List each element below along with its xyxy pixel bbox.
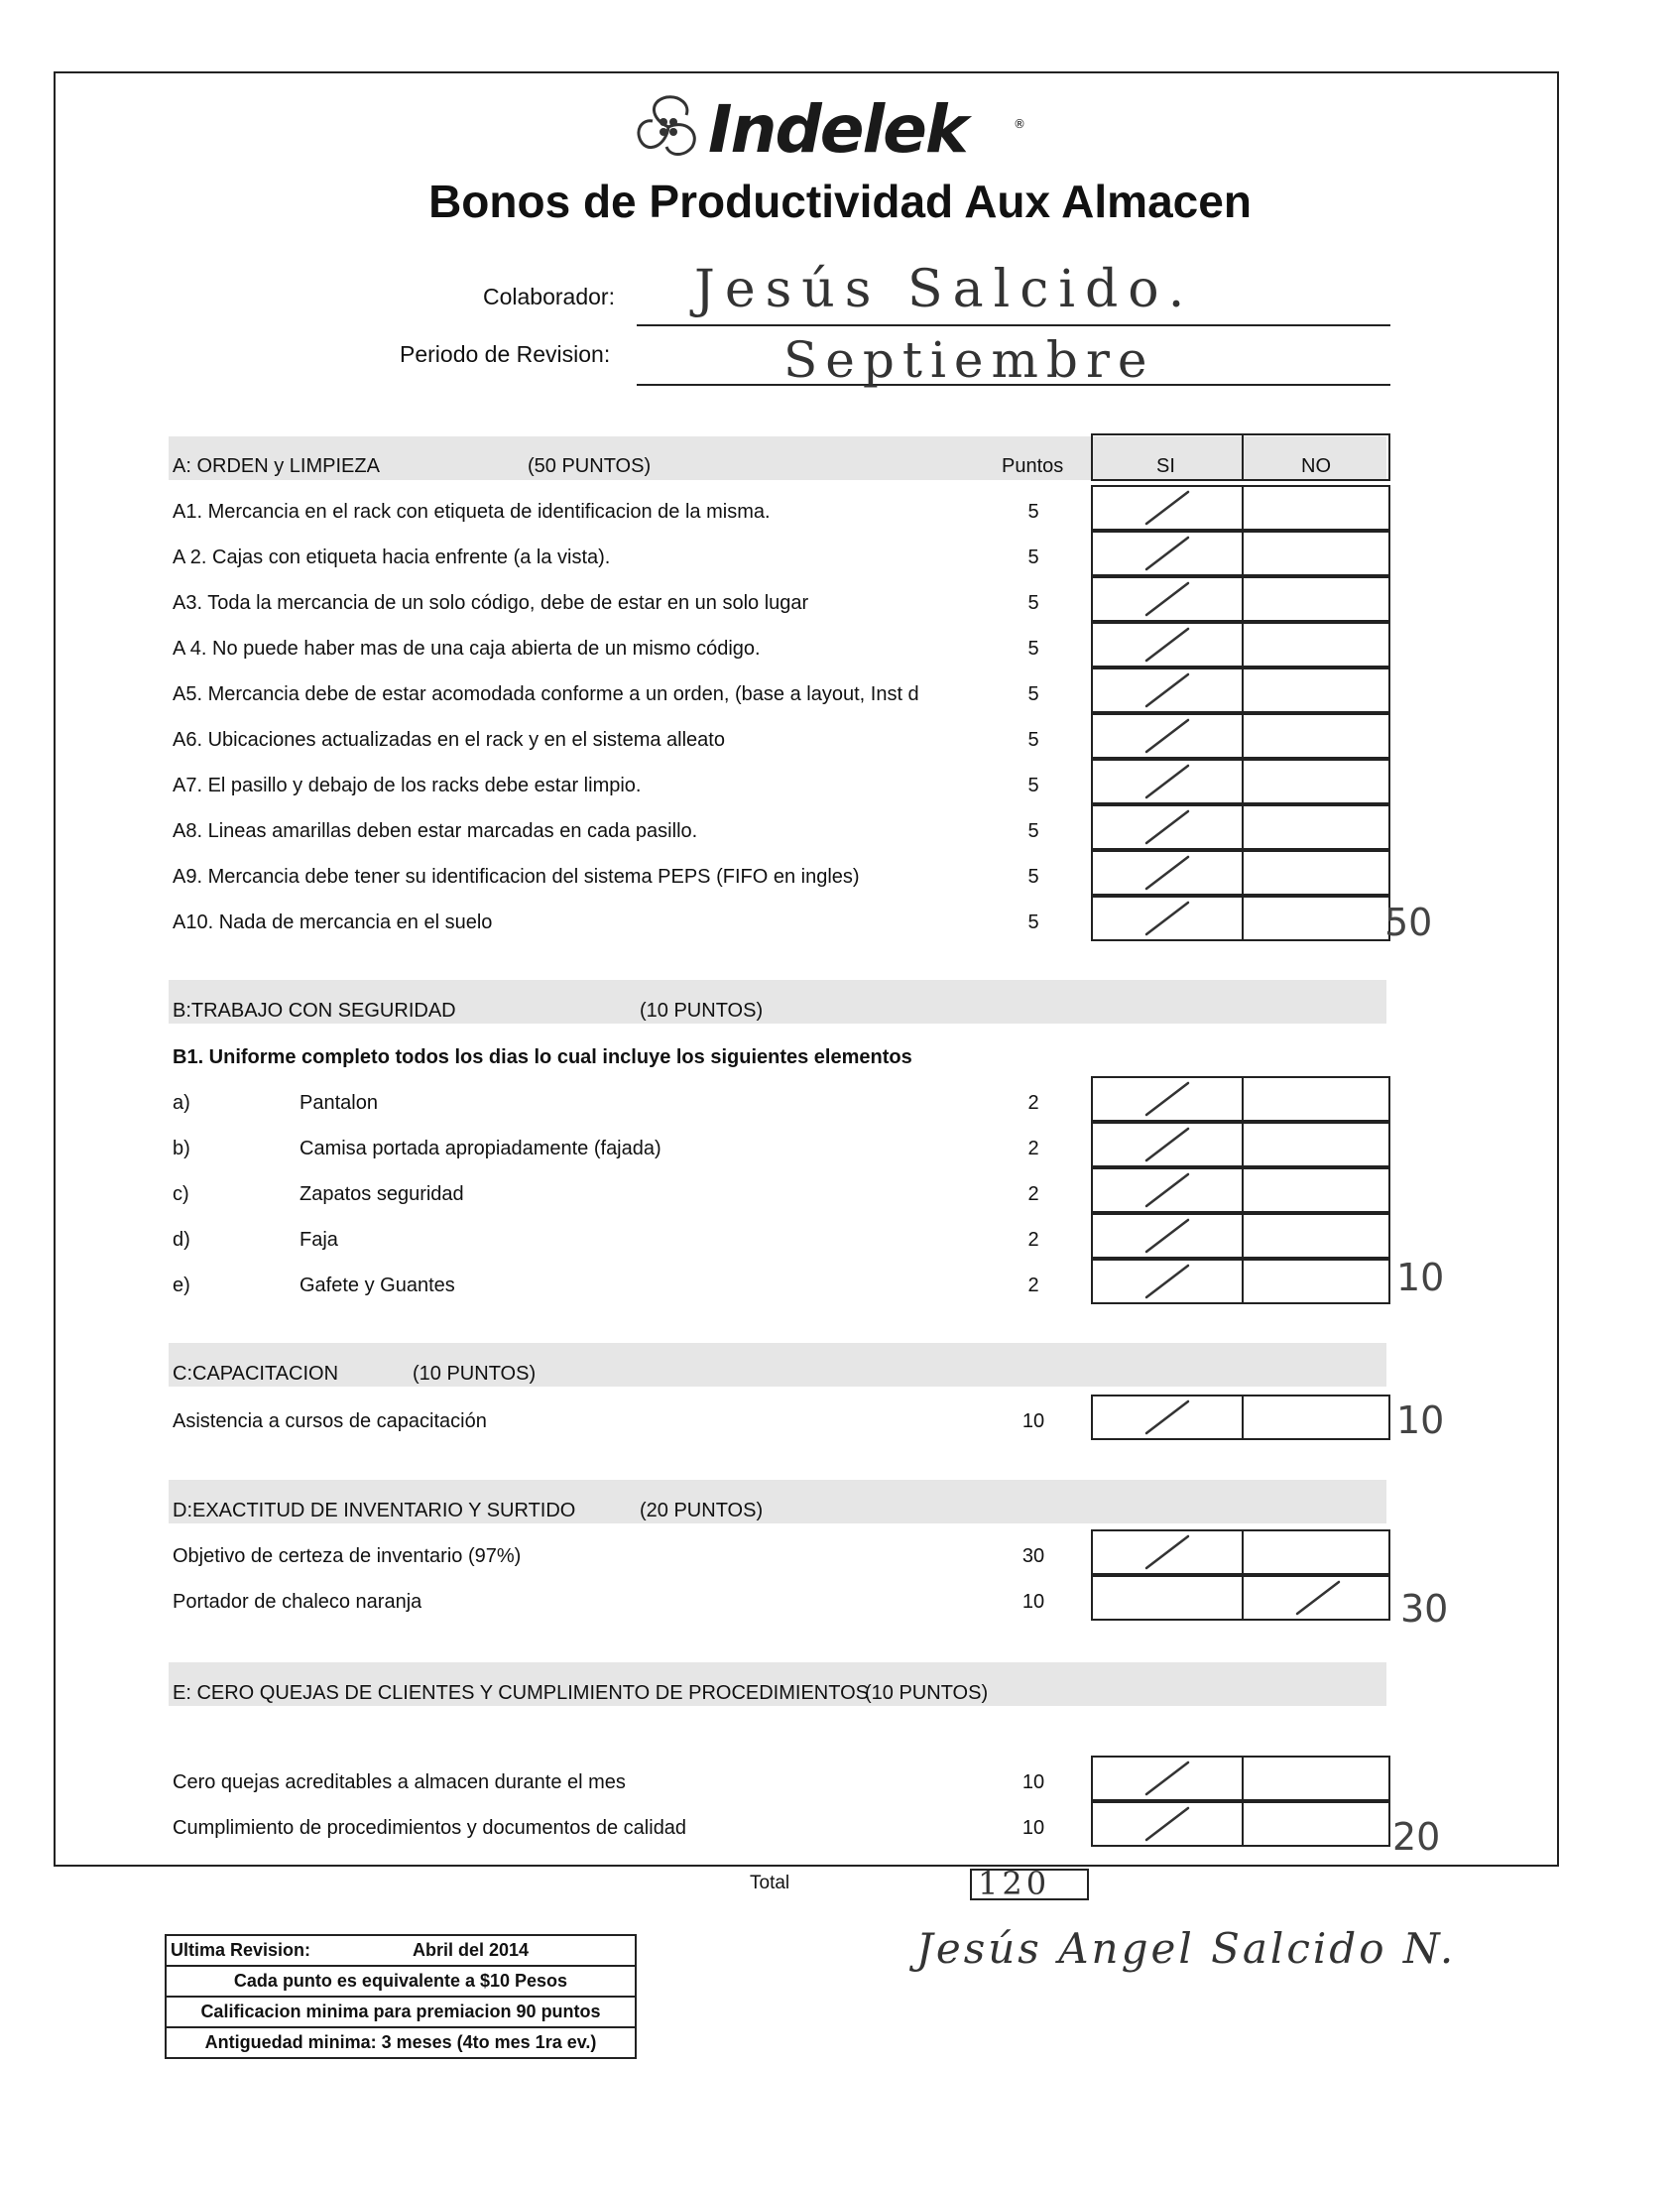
item-points: 10 — [1021, 1410, 1045, 1432]
no-checkbox[interactable] — [1242, 759, 1390, 804]
no-checkbox[interactable] — [1242, 1801, 1390, 1847]
no-checkbox[interactable] — [1242, 1213, 1390, 1259]
item-text: Camisa portada apropiadamente (fajada) — [300, 1138, 661, 1159]
checkmark-icon — [1139, 1262, 1198, 1301]
item-points: 5 — [1027, 501, 1039, 523]
periodo-value[interactable]: Septiembre — [783, 331, 1155, 389]
no-checkbox[interactable] — [1242, 485, 1390, 531]
section-c-band — [169, 1343, 1386, 1387]
item-points: 30 — [1021, 1545, 1045, 1567]
section-c-title: C:CAPACITACION — [173, 1363, 339, 1385]
footer-row-3: Antiguedad minima: 3 meses (4to mes 1ra ev.) — [204, 2032, 597, 2052]
item-text: Portador de chaleco naranja — [173, 1591, 422, 1613]
no-checkbox[interactable] — [1242, 804, 1390, 850]
section-e-score: 20 — [1392, 1815, 1441, 1859]
section-e-title: E: CERO QUEJAS DE CLIENTES Y CUMPLIMIENTO DE PROCEDIMIENTOS — [173, 1682, 869, 1704]
section-c-score: 10 — [1396, 1398, 1445, 1442]
signature: Jesús Angel Salcido N. — [916, 1924, 1457, 1973]
colaborador-label: Colaborador: — [483, 284, 615, 309]
no-checkbox[interactable] — [1242, 1529, 1390, 1575]
item-points: 2 — [1027, 1275, 1039, 1296]
no-checkbox[interactable] — [1242, 622, 1390, 668]
item-text: A3. Toda la mercancia de un solo código, debe de estar en un solo lugar — [173, 592, 809, 614]
total-label: Total — [750, 1873, 790, 1893]
section-d-title: D:EXACTITUD DE INVENTARIO Y SURTIDO — [173, 1500, 576, 1521]
checkmark-icon — [1139, 1804, 1198, 1844]
item-text: A 4. No puede haber mas de una caja abierta de un mismo código. — [173, 638, 761, 660]
item-letter: a) — [173, 1092, 190, 1114]
section-d-score: 30 — [1400, 1587, 1449, 1631]
checkmark-icon — [1139, 762, 1198, 801]
section-e-points: (10 PUNTOS) — [865, 1682, 989, 1704]
item-points: 5 — [1027, 729, 1039, 751]
item-text: A10. Nada de mercancia en el suelo — [173, 911, 493, 933]
checkmark-icon — [1139, 579, 1198, 619]
footer-row-revision — [167, 1936, 635, 1967]
checkmark-icon — [1139, 670, 1198, 710]
item-points: 5 — [1027, 775, 1039, 796]
item-points: 2 — [1027, 1229, 1039, 1251]
checkmark-icon — [1289, 1578, 1349, 1618]
column-puntos-header: Puntos — [1002, 455, 1064, 477]
no-checkbox[interactable] — [1242, 1395, 1390, 1440]
checkmark-icon — [1139, 853, 1198, 893]
item-points: 10 — [1021, 1591, 1045, 1613]
item-points: 5 — [1027, 866, 1039, 888]
checkmark-icon — [1139, 807, 1198, 847]
checkmark-icon — [1139, 716, 1198, 756]
registered-mark: ® — [1014, 117, 1025, 131]
section-b-title: B:TRABAJO CON SEGURIDAD — [173, 1000, 456, 1022]
total-value[interactable]: 120 — [978, 1865, 1051, 1902]
checkmark-icon — [1139, 1759, 1198, 1798]
column-si-header: SI — [1156, 455, 1175, 477]
section-a-score: 50 — [1384, 901, 1433, 944]
indelek-logo-icon — [631, 89, 706, 165]
no-checkbox[interactable] — [1242, 1122, 1390, 1167]
item-points: 2 — [1027, 1183, 1039, 1205]
item-text: Zapatos seguridad — [300, 1183, 464, 1205]
no-checkbox[interactable] — [1242, 1259, 1390, 1304]
checkmark-icon — [1139, 534, 1198, 573]
section-a-title: A: ORDEN y LIMPIEZA — [173, 455, 380, 477]
no-checkbox[interactable] — [1242, 531, 1390, 576]
page-title: Bonos de Productividad Aux Almacen — [428, 176, 1252, 227]
item-text: Gafete y Guantes — [300, 1275, 455, 1296]
checkmark-icon — [1139, 1216, 1198, 1256]
item-text: A1. Mercancia en el rack con etiqueta de identificacion de la misma. — [173, 501, 771, 523]
section-c-points: (10 PUNTOS) — [413, 1363, 537, 1385]
column-no-header: NO — [1301, 455, 1331, 477]
item-text: Faja — [300, 1229, 338, 1251]
item-text: Cero quejas acreditables a almacen durante el mes — [173, 1771, 626, 1793]
no-checkbox[interactable] — [1242, 1076, 1390, 1122]
item-text: A 2. Cajas con etiqueta hacia enfrente (a la vista). — [173, 546, 611, 568]
footer-info-table — [165, 1934, 637, 2059]
logo-wordmark: Indelek — [708, 91, 967, 168]
item-points: 10 — [1021, 1771, 1045, 1793]
no-checkbox[interactable] — [1242, 713, 1390, 759]
checkmark-icon — [1139, 899, 1198, 938]
item-text: Cumplimiento de procedimientos y documentos de calidad — [173, 1817, 687, 1839]
si-checkbox[interactable] — [1091, 1575, 1244, 1621]
section-d-points: (20 PUNTOS) — [640, 1500, 764, 1521]
section-a-points: (50 PUNTOS) — [528, 455, 652, 477]
colaborador-value[interactable]: Jesús Salcido. — [694, 260, 1195, 319]
section-b-score: 10 — [1396, 1256, 1445, 1299]
checkmark-icon — [1139, 1532, 1198, 1572]
footer-row-1: Cada punto es equivalente a $10 Pesos — [167, 1967, 635, 1998]
no-checkbox[interactable] — [1242, 896, 1390, 941]
header-divider — [1242, 433, 1244, 481]
no-checkbox[interactable] — [1242, 576, 1390, 622]
item-points: 5 — [1027, 683, 1039, 705]
no-checkbox[interactable] — [1242, 1167, 1390, 1213]
item-text: A8. Lineas amarillas deben estar marcadas en cada pasillo. — [173, 820, 698, 842]
no-checkbox[interactable] — [1242, 850, 1390, 896]
checkmark-icon — [1139, 1397, 1198, 1437]
section-b-subheading: B1. Uniforme completo todos los dias lo cual incluye los siguientes elementos — [173, 1046, 912, 1068]
item-points: 5 — [1027, 592, 1039, 614]
checkmark-icon — [1139, 1170, 1198, 1210]
item-points: 2 — [1027, 1092, 1039, 1114]
checkmark-icon — [1139, 1125, 1198, 1164]
checkmark-icon — [1139, 1079, 1198, 1119]
item-letter: e) — [173, 1275, 190, 1296]
item-text: Objetivo de certeza de inventario (97%) — [173, 1545, 522, 1567]
colaborador-underline — [637, 324, 1390, 326]
item-points: 2 — [1027, 1138, 1039, 1159]
no-checkbox[interactable] — [1242, 668, 1390, 713]
item-points: 10 — [1021, 1817, 1045, 1839]
section-b-points: (10 PUNTOS) — [640, 1000, 764, 1022]
item-text: A9. Mercancia debe tener su identificacion del sistema PEPS (FIFO en ingles) — [173, 866, 860, 888]
footer-row-2: Calificacion minima para premiacion 90 puntos — [167, 1998, 635, 2028]
item-letter: c) — [173, 1183, 189, 1205]
item-points: 5 — [1027, 911, 1039, 933]
checkmark-icon — [1139, 488, 1198, 528]
item-points: 5 — [1027, 638, 1039, 660]
item-text: Pantalon — [300, 1092, 378, 1114]
item-points: 5 — [1027, 820, 1039, 842]
item-text: Asistencia a cursos de capacitación — [173, 1410, 487, 1432]
no-checkbox[interactable] — [1242, 1756, 1390, 1801]
item-letter: d) — [173, 1229, 190, 1251]
periodo-label: Periodo de Revision: — [400, 341, 611, 367]
footer-revision-label: Ultima Revision: — [171, 1940, 311, 1960]
si-no-header-box — [1091, 433, 1390, 481]
item-text: A7. El pasillo y debajo de los racks debe estar limpio. — [173, 775, 642, 796]
item-text: A5. Mercancia debe de estar acomodada conforme a un orden, (base a layout, Inst d — [173, 683, 919, 705]
item-letter: b) — [173, 1138, 190, 1159]
checkmark-icon — [1139, 625, 1198, 665]
item-text: A6. Ubicaciones actualizadas en el rack y en el sistema alleato — [173, 729, 725, 751]
item-points: 5 — [1027, 546, 1039, 568]
footer-revision-value: Abril del 2014 — [413, 1940, 530, 1960]
